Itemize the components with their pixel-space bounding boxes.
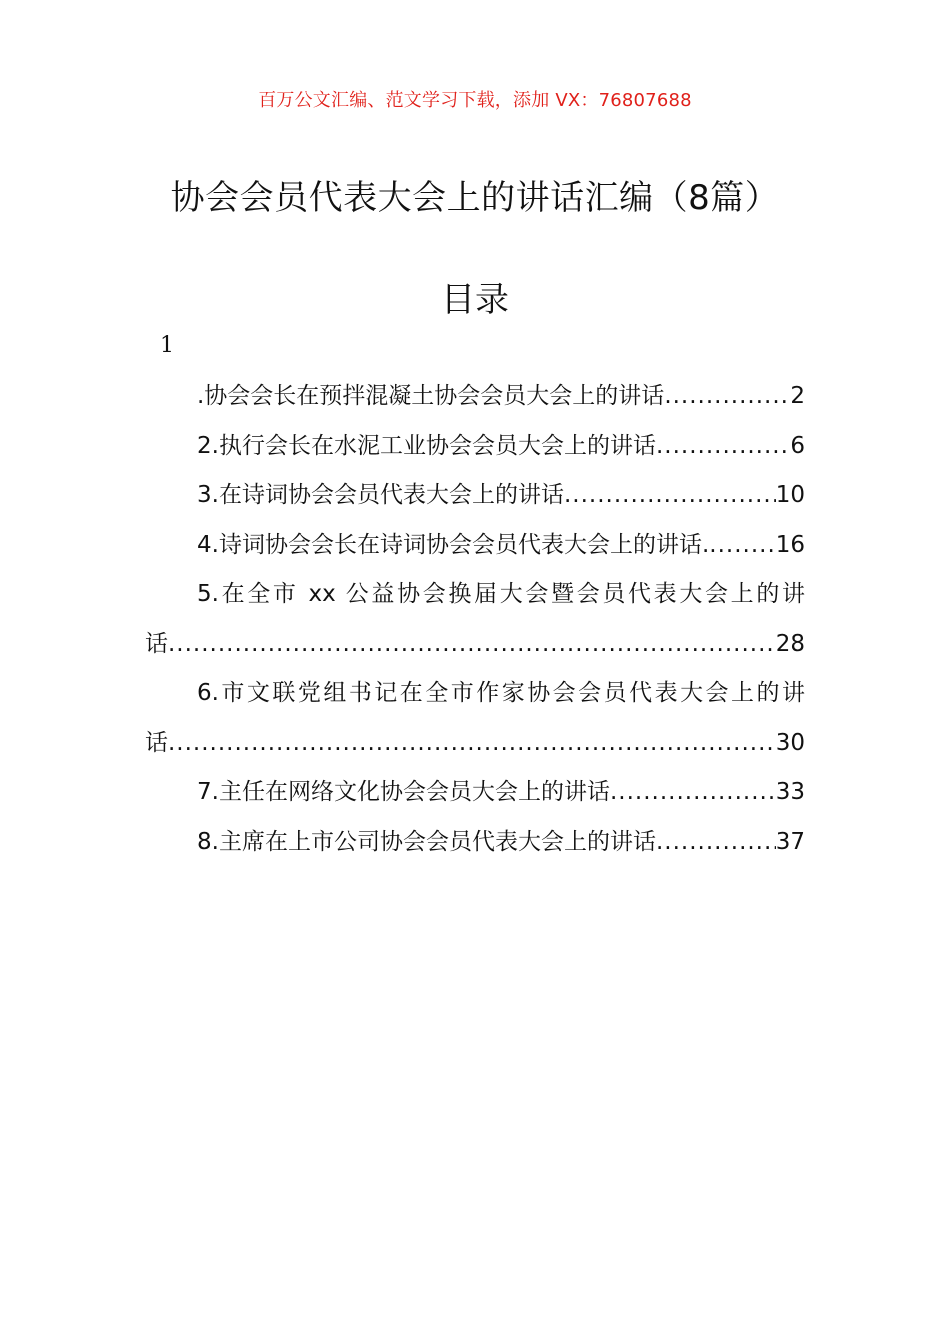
toc-dot-leader xyxy=(168,719,776,769)
watermark-banner: 百万公文汇编、范文学习下载，添加 VX：76807688 xyxy=(258,90,692,111)
document-title: 协会会员代表大会上的讲话汇编（8篇） xyxy=(170,178,780,218)
toc-entry[interactable] xyxy=(145,521,805,571)
toc-entry-title: 3.在诗词协会会员代表大会上的讲话 xyxy=(197,482,564,508)
toc-entry[interactable] xyxy=(145,818,805,868)
toc-page-number: 33 xyxy=(775,779,805,805)
toc-entry-title-line2: 话 xyxy=(145,729,168,756)
toc-entry-title: 2.执行会长在水泥工业协会会员大会上的讲话 xyxy=(197,432,656,459)
toc-entry-title-line1[interactable]: 5.在全市 xx 公益协会换届大会暨会员代表大会上的讲 xyxy=(197,581,805,607)
toc-page-number: 10 xyxy=(775,482,805,508)
toc-dot-leader xyxy=(656,818,776,868)
toc-page-number: 2 xyxy=(790,383,805,409)
toc-entry-title-line1[interactable]: 6.市文联党组书记在全市作家协会会员代表大会上的讲 xyxy=(197,680,805,706)
toc-entry[interactable] xyxy=(145,768,805,818)
toc-dot-leader xyxy=(168,620,776,670)
toc-heading: 目录 xyxy=(441,280,509,320)
toc-page-number: 30 xyxy=(775,729,805,756)
toc-dot-leader xyxy=(610,768,776,818)
toc-entry-title: 7.主任在网络文化协会会员大会上的讲话 xyxy=(197,779,610,805)
toc-entry-title: 4.诗词协会会长在诗词协会会员代表大会上的讲话. xyxy=(197,531,710,558)
table-of-contents xyxy=(145,372,805,867)
toc-entry[interactable] xyxy=(145,471,805,521)
toc-dot-leader xyxy=(709,521,775,571)
toc-dot-leader xyxy=(564,471,776,521)
toc-entry-title-line2: 话 xyxy=(145,630,168,657)
toc-entry-continuation[interactable] xyxy=(145,719,805,769)
toc-entry-title: .协会会长在预拌混凝土协会会员大会上的讲话 xyxy=(197,383,665,409)
toc-page-number: 37 xyxy=(775,828,805,855)
toc-entry[interactable] xyxy=(145,422,805,472)
toc-page-number: 16 xyxy=(775,531,805,558)
toc-entry-continuation[interactable] xyxy=(145,620,805,670)
toc-entry[interactable] xyxy=(145,372,805,422)
toc-dot-leader xyxy=(656,422,790,472)
toc-dot-leader xyxy=(664,372,790,422)
toc-entry-title: 8.主席在上市公司协会会员代表大会上的讲话 xyxy=(197,828,656,855)
toc-page-number: 28 xyxy=(775,630,805,657)
toc-page-number: 6 xyxy=(790,432,805,459)
list-number-marker: 1 xyxy=(160,333,174,358)
